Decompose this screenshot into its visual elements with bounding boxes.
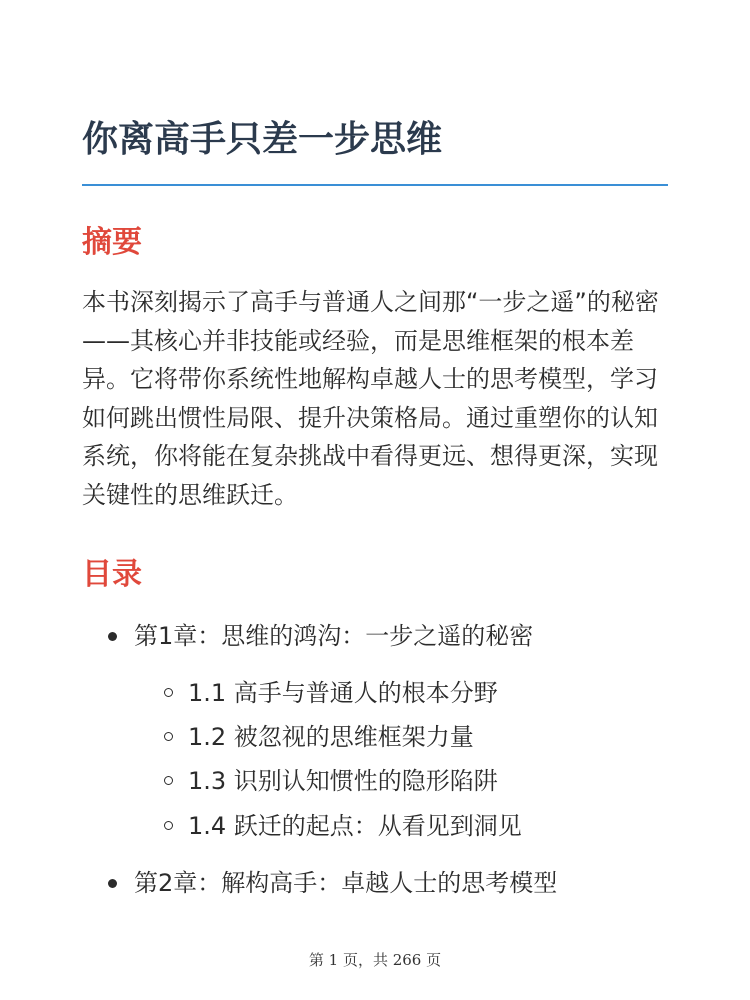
bullet-circle-icon (164, 776, 173, 785)
toc-section-1-1-title: 1.1 高手与普通人的根本分野 (188, 679, 498, 707)
bullet-circle-icon (164, 732, 173, 741)
page-number-footer: 第 1 页，共 266 页 (308, 951, 442, 969)
summary-heading: 摘要 (82, 225, 142, 260)
toc-section-1-2-title: 1.2 被忽视的思维框架力量 (188, 723, 474, 751)
toc-section-1-3-title: 1.3 识别认知惯性的隐形陷阱 (188, 767, 498, 795)
toc-heading: 目录 (82, 557, 142, 592)
toc-section-1-4-title: 1.4 跃迁的起点：从看见到洞见 (188, 812, 522, 840)
page-title: 你离高手只差一步思维 (82, 119, 443, 160)
title-divider (82, 184, 668, 186)
toc-chapter-2-title: 第2章：解构高手：卓越人士的思考模型 (134, 869, 558, 897)
bullet-circle-icon (164, 688, 173, 697)
summary-text: 本书深刻揭示了高手与普通人之间那“一步之遥”的秘密——其核心并非技能或经验，而是思维框架的根本差异。它将带你系统性地解构卓越人士的思考模型，学习如何跳出惯性局限、提升决策格局。通过重塑你的认知系统，你将能在复杂挑战中看得更远、想得更深，实现关键性的思维跃迁。 (82, 288, 659, 509)
bullet-dot-icon (108, 879, 117, 888)
bullet-dot-icon (108, 632, 117, 641)
bullet-circle-icon (164, 821, 173, 830)
toc-chapter-1-title: 第1章：思维的鸿沟：一步之遥的秘密 (134, 622, 534, 650)
